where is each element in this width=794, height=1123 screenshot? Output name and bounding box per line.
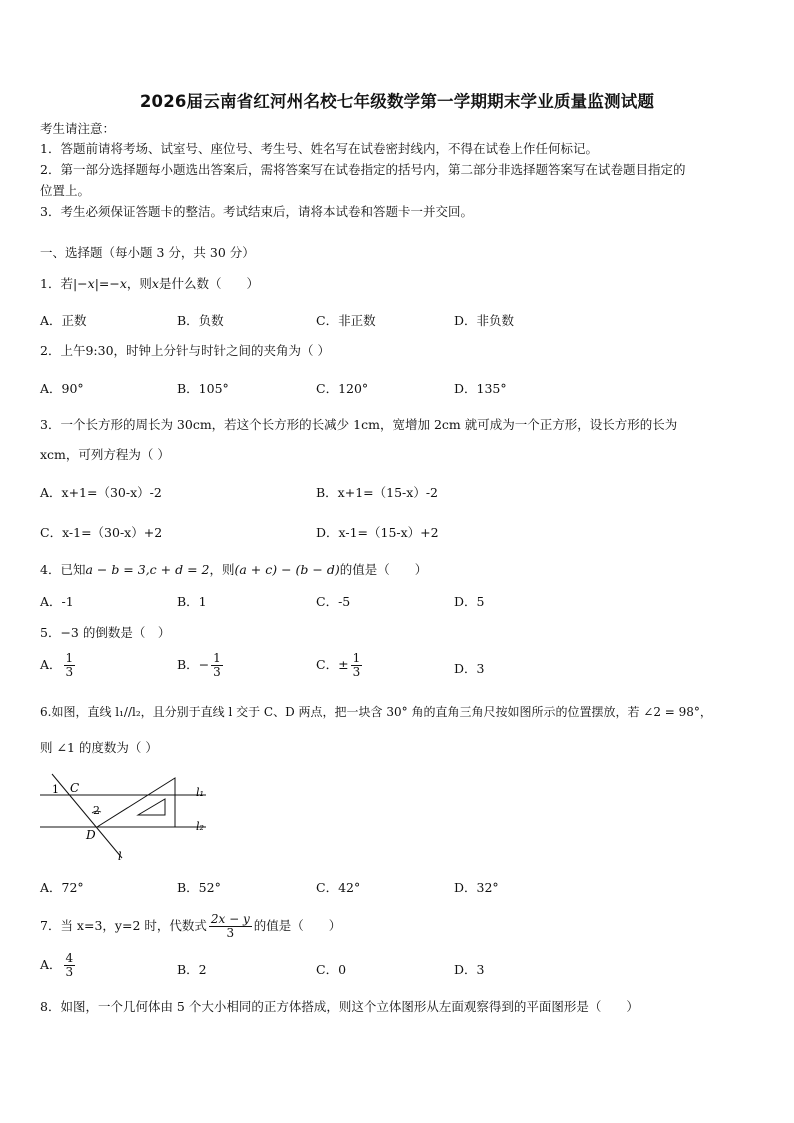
parallel-lines-figure — [38, 770, 218, 862]
question-1-stem: 1．若|−x|=−x，则x是什么数（ ） — [40, 276, 259, 291]
q6-option-d: D．32° — [454, 880, 499, 895]
label-angle-1: 1 — [52, 783, 59, 796]
q3-option-d: D．x-1=（15-x）+2 — [316, 525, 439, 540]
q7-option-d: D．3 — [454, 962, 485, 977]
q2-option-b: B．105° — [177, 381, 229, 396]
notice-item-2-cont: 位置上。 — [40, 183, 91, 198]
q4-option-a: A．-1 — [40, 594, 74, 609]
question-4-stem: 4．已知a − b = 3,c + d = 2，则(a + c) − (b − d)的值是（ ） — [40, 562, 428, 577]
question-3-stem-line-2: xcm，可列方程为（ ） — [40, 447, 170, 462]
q5-option-a: A． $\frac{1}{3}$ — [40, 651, 74, 679]
label-line-l2: l₂ — [196, 820, 204, 833]
q3-option-c: C．x-1=（30-x）+2 — [40, 525, 163, 540]
notice-heading: 考生请注意： — [40, 121, 116, 136]
q6-option-b: B．52° — [177, 880, 221, 895]
q4-option-c: C．-5 — [316, 594, 351, 609]
q5-option-c: C．± $\frac{1}{3}$ — [316, 651, 361, 679]
label-point-d: D — [86, 828, 96, 842]
q7-option-a: A． $\frac{4}{3}$ — [40, 951, 74, 979]
question-8-stem: 8．如图，一个几何体由 5 个大小相同的正方体搭成，则这个立体图形从左面观察得到的平面图形是（ ） — [40, 999, 639, 1014]
label-point-c: C — [70, 781, 80, 795]
q3-option-b: B．x+1=（15-x）-2 — [316, 485, 438, 500]
label-line-l: l — [118, 850, 122, 862]
q2-option-c: C．120° — [316, 381, 369, 396]
q6-option-c: C．42° — [316, 880, 361, 895]
q2-option-a: A．90° — [40, 381, 84, 396]
q6-option-a: A．72° — [40, 880, 84, 895]
notice-item-1: 1．答题前请将考场、试室号、座位号、考生号、姓名写在试卷密封线内，不得在试卷上作任何标记。 — [40, 141, 598, 156]
line-l — [52, 774, 122, 858]
q4-option-b: B．1 — [177, 594, 207, 609]
page-title: 2026届云南省红河州名校七年级数学第一学期期末学业质量监测试题 — [139, 92, 655, 111]
q5-option-d: D．3 — [454, 661, 485, 676]
label-angle-2: 2 — [93, 804, 100, 817]
q1-option-d: D．非负数 — [454, 313, 515, 328]
q1-option-c: C．非正数 — [316, 313, 376, 328]
q7-option-b: B．2 — [177, 962, 207, 977]
q7-option-c: C．0 — [316, 962, 347, 977]
q1-option-b: B．负数 — [177, 313, 224, 328]
question-7-stem: 7．当 x=3，y=2 时，代数式 $\frac{2x - y}{3}$ 的值是（ ） — [40, 912, 342, 940]
section-heading: 一、选择题（每小题 3 分，共 30 分） — [40, 245, 255, 260]
q1-option-a: A．正数 — [40, 313, 87, 328]
question-2-stem: 2．上午9:30，时钟上分针与时针之间的夹角为（ ） — [40, 343, 331, 358]
triangle-ruler-inner — [138, 799, 165, 815]
q4-option-d: D．5 — [454, 594, 485, 609]
q2-option-d: D．135° — [454, 381, 507, 396]
question-3-stem-line-1: 3．一个长方形的周长为 30cm，若这个长方形的长减少 1cm，宽增加 2cm 就可成为一个正方形，设长方形的长为 — [40, 417, 678, 432]
label-line-l1: l₁ — [196, 786, 204, 799]
question-6-stem-line-1: 6.如图，直线 l₁//l₂，且分别于直线 l 交于 C、D 两点，把一块含 30° 角的直角三角尺按如图所示的位置摆放，若 ∠2 = 98°， — [40, 705, 712, 719]
notice-item-3: 3．考生必须保证答题卡的整洁。考试结束后，请将本试卷和答题卡一并交回。 — [40, 204, 473, 219]
question-5-stem: 5．−3 的倒数是（ ） — [40, 625, 171, 640]
notice-item-2: 2．第一部分选择题每小题选出答案后，需将答案写在试卷指定的括号内，第二部分非选择题答案写在试卷题目指定的 — [40, 162, 686, 177]
triangle-ruler — [97, 778, 175, 827]
q5-option-b: B．− $\frac{1}{3}$ — [177, 651, 221, 679]
q3-option-a: A．x+1=（30-x）-2 — [40, 485, 162, 500]
question-6-stem-line-2: 则 ∠1 的度数为（ ） — [40, 740, 158, 755]
